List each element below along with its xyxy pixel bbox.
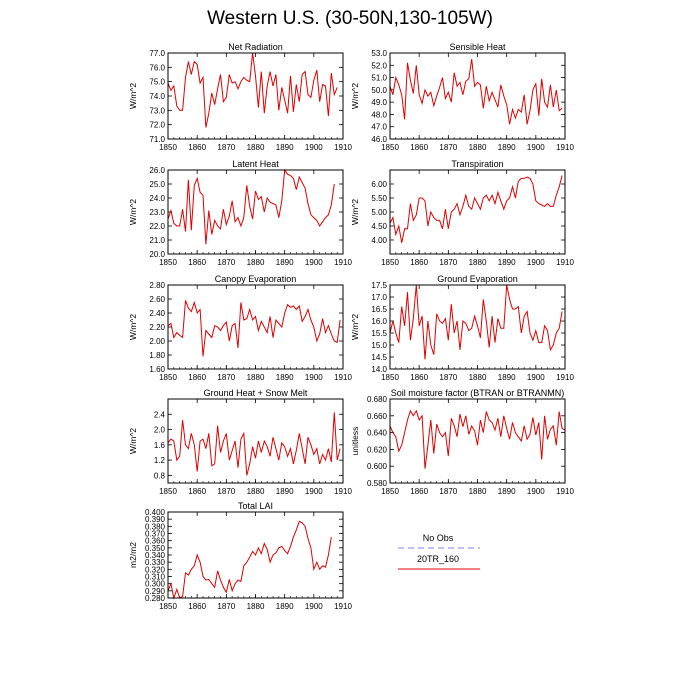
- x-tick-label: 1910: [334, 487, 352, 496]
- chart-net-radiation: [128, 42, 352, 152]
- y-tick-label: 0.320: [144, 565, 165, 575]
- x-tick-label: 1860: [410, 373, 429, 382]
- y-tick-label: 23.0: [149, 208, 165, 217]
- x-tick-label: 1890: [275, 373, 294, 382]
- x-tick-label: 1870: [217, 487, 236, 496]
- legend: [398, 533, 480, 569]
- x-tick-label: 1880: [468, 487, 487, 496]
- y-axis-label: W/m^2: [128, 82, 138, 110]
- y-tick-label: 50.0: [371, 85, 387, 95]
- y-tick-label: 22.0: [149, 222, 165, 231]
- legend-label: 20TR_160: [416, 554, 460, 564]
- y-axis-label: W/m^2: [128, 313, 138, 341]
- y-tick-label: 0.310: [144, 572, 165, 582]
- x-tick-label: 1860: [188, 143, 207, 152]
- chart-title: Total LAI: [237, 501, 274, 511]
- x-tick-label: 1890: [275, 258, 294, 267]
- x-tick-label: 1900: [304, 602, 323, 611]
- y-tick-label: 0.640: [366, 428, 387, 438]
- y-tick-label: 21.0: [149, 236, 165, 245]
- y-tick-label: 2.60: [149, 295, 165, 304]
- y-tick-label: 53.0: [371, 49, 387, 58]
- series-line: [168, 300, 340, 356]
- y-axis-label: W/m^2: [350, 82, 360, 110]
- x-tick-label: 1890: [497, 373, 516, 382]
- x-tick-label: 1900: [304, 487, 323, 496]
- chart-transpiration: [350, 159, 574, 267]
- y-tick-label: 0.300: [144, 579, 165, 589]
- x-tick-label: 1880: [246, 487, 265, 496]
- x-tick-label: 1910: [556, 487, 574, 496]
- chart-title: Net Radiation: [228, 42, 283, 52]
- x-tick-label: 1870: [439, 143, 458, 152]
- series-line: [168, 53, 337, 128]
- y-tick-label: 20.0: [149, 250, 165, 259]
- y-tick-label: 0.680: [366, 395, 387, 404]
- y-tick-label: 16.5: [371, 305, 387, 314]
- y-tick-label: 49.0: [371, 98, 387, 108]
- y-tick-label: 17.0: [371, 293, 387, 302]
- y-tick-label: 0.620: [366, 445, 387, 455]
- x-tick-label: 1890: [275, 487, 294, 496]
- y-axis-label: unitless: [350, 426, 360, 456]
- x-tick-label: 1890: [497, 487, 516, 496]
- y-tick-label: 0.280: [144, 594, 165, 603]
- x-tick-label: 1910: [556, 143, 574, 152]
- y-axis-label: W/m^2: [128, 427, 138, 455]
- series-line: [390, 59, 562, 124]
- y-tick-label: 0.330: [144, 558, 165, 568]
- x-tick-label: 1910: [334, 602, 352, 611]
- y-axis-label: m2/m2: [128, 542, 138, 568]
- chart-sensible-heat: [350, 42, 574, 152]
- y-tick-label: 73.0: [149, 106, 165, 116]
- plot-frame: [168, 170, 343, 254]
- y-tick-label: 14.0: [371, 365, 387, 374]
- legend-label: No Obs: [422, 533, 454, 543]
- chart-canopy-evaporation: [128, 274, 352, 382]
- x-tick-label: 1850: [159, 602, 177, 611]
- chart-title: Ground Evaporation: [437, 274, 518, 284]
- x-tick-label: 1850: [159, 487, 177, 496]
- y-axis-label: W/m^2: [350, 198, 360, 226]
- y-tick-label: 17.5: [371, 281, 387, 290]
- y-tick-label: 14.5: [371, 353, 387, 362]
- x-tick-label: 1890: [275, 143, 294, 152]
- x-tick-label: 1850: [381, 143, 399, 152]
- x-tick-label: 1900: [526, 258, 545, 267]
- y-tick-label: 0.370: [144, 529, 165, 539]
- y-tick-label: 0.390: [144, 515, 165, 525]
- plot-frame: [390, 170, 565, 254]
- y-tick-label: 2.20: [149, 323, 165, 332]
- x-tick-label: 1870: [439, 487, 458, 496]
- x-tick-label: 1910: [334, 373, 352, 382]
- plot-frame: [168, 285, 343, 369]
- series-line: [168, 521, 331, 598]
- x-tick-label: 1880: [468, 143, 487, 152]
- y-tick-label: 1.6: [153, 440, 165, 450]
- x-tick-label: 1900: [304, 258, 323, 267]
- y-tick-label: 0.580: [366, 479, 387, 488]
- x-tick-label: 1880: [468, 258, 487, 267]
- x-tick-label: 1900: [526, 487, 545, 496]
- y-tick-label: 71.0: [149, 135, 165, 144]
- x-tick-label: 1870: [439, 258, 458, 267]
- y-axis-label: W/m^2: [350, 313, 360, 341]
- plot-frame: [168, 399, 343, 483]
- y-tick-label: 1.60: [149, 365, 165, 374]
- y-tick-label: 0.400: [144, 508, 165, 517]
- y-tick-label: 77.0: [149, 49, 165, 58]
- y-tick-label: 72.0: [149, 120, 165, 130]
- x-tick-label: 1880: [468, 373, 487, 382]
- y-tick-label: 2.80: [149, 281, 165, 290]
- x-tick-label: 1870: [217, 602, 236, 611]
- x-tick-label: 1880: [246, 373, 265, 382]
- x-tick-label: 1850: [381, 258, 399, 267]
- x-tick-label: 1880: [246, 602, 265, 611]
- y-tick-label: 16.0: [371, 317, 387, 326]
- y-tick-label: 26.0: [149, 166, 165, 175]
- plot-frame: [168, 53, 343, 139]
- x-tick-label: 1850: [381, 487, 399, 496]
- y-tick-label: 25.0: [149, 180, 165, 189]
- x-tick-label: 1860: [188, 373, 207, 382]
- y-tick-label: 4.00: [371, 236, 387, 245]
- x-tick-label: 1860: [188, 602, 207, 611]
- y-tick-label: 1.80: [149, 351, 165, 360]
- chart-title: Sensible Heat: [449, 42, 506, 52]
- x-tick-label: 1880: [246, 258, 265, 267]
- chart-title: Canopy Evaporation: [214, 274, 297, 284]
- chart-ground-evaporation: [350, 274, 574, 382]
- x-tick-label: 1900: [526, 373, 545, 382]
- chart-title: Soil moisture factor (BTRAN or BTRANMN): [390, 388, 565, 398]
- y-tick-label: 0.600: [366, 462, 387, 472]
- y-tick-label: 74.0: [149, 92, 165, 101]
- y-tick-label: 6.00: [371, 180, 387, 189]
- x-tick-label: 1860: [410, 143, 429, 152]
- x-tick-label: 1870: [217, 373, 236, 382]
- y-tick-label: 2.0: [153, 425, 165, 435]
- x-tick-label: 1900: [304, 373, 323, 382]
- x-tick-label: 1910: [556, 258, 574, 267]
- series-line: [168, 412, 340, 475]
- x-tick-label: 1850: [159, 373, 177, 382]
- y-tick-label: 48.0: [371, 110, 387, 120]
- series-line: [390, 285, 562, 359]
- chart-title: Transpiration: [451, 159, 504, 169]
- chart-total-lai: [128, 501, 352, 611]
- x-tick-label: 1860: [188, 258, 207, 267]
- y-tick-label: 15.0: [371, 341, 387, 350]
- y-tick-label: 0.340: [144, 551, 165, 560]
- y-tick-label: 2.40: [149, 309, 165, 318]
- y-tick-label: 51.0: [371, 73, 387, 83]
- y-tick-label: 15.5: [371, 329, 387, 338]
- series-line: [390, 411, 565, 469]
- y-tick-label: 76.0: [149, 63, 165, 73]
- x-tick-label: 1900: [526, 143, 545, 152]
- y-tick-label: 52.0: [371, 61, 387, 71]
- y-tick-label: 5.00: [371, 208, 387, 217]
- x-tick-label: 1870: [217, 258, 236, 267]
- y-tick-label: 0.8: [153, 471, 165, 481]
- y-tick-label: 47.0: [371, 122, 387, 132]
- chart-title: Ground Heat + Snow Melt: [203, 388, 308, 398]
- x-tick-label: 1910: [334, 143, 352, 152]
- x-tick-label: 1850: [159, 258, 177, 267]
- y-tick-label: 0.350: [144, 543, 165, 553]
- x-tick-label: 1850: [381, 373, 399, 382]
- x-tick-label: 1900: [304, 143, 323, 152]
- chart-soil-moisture-factor-btran-or-btranmn: [350, 388, 574, 496]
- series-line: [168, 170, 334, 244]
- x-tick-label: 1880: [246, 143, 265, 152]
- y-tick-label: 2.4: [153, 410, 165, 420]
- x-tick-label: 1910: [556, 373, 574, 382]
- x-tick-label: 1850: [159, 143, 177, 152]
- x-tick-label: 1870: [439, 373, 458, 382]
- x-tick-label: 1910: [334, 258, 352, 267]
- y-tick-label: 2.00: [149, 337, 165, 346]
- chart-latent-heat: [128, 159, 352, 267]
- series-line: [390, 176, 562, 243]
- y-tick-label: 0.660: [366, 411, 387, 421]
- y-tick-label: 46.0: [371, 135, 387, 144]
- chart-title: Latent Heat: [232, 159, 279, 169]
- y-tick-label: 5.50: [371, 194, 387, 203]
- x-tick-label: 1890: [275, 602, 294, 611]
- y-tick-label: 24.0: [149, 194, 165, 203]
- y-tick-label: 0.290: [144, 586, 165, 596]
- x-tick-label: 1890: [497, 258, 516, 267]
- x-tick-label: 1860: [410, 258, 429, 267]
- y-axis-label: W/m^2: [128, 198, 138, 226]
- y-tick-label: 0.380: [144, 522, 165, 532]
- x-tick-label: 1870: [217, 143, 236, 152]
- y-tick-label: 4.50: [371, 222, 387, 231]
- x-tick-label: 1860: [188, 487, 207, 496]
- y-tick-label: 1.2: [153, 456, 165, 466]
- chart-ground-heat-snow-melt: [128, 388, 352, 496]
- page-title: Western U.S. (30-50N,130-105W): [207, 8, 493, 29]
- x-tick-label: 1860: [410, 487, 429, 496]
- y-tick-label: 0.360: [144, 536, 165, 546]
- y-tick-label: 75.0: [149, 77, 165, 87]
- x-tick-label: 1890: [497, 143, 516, 152]
